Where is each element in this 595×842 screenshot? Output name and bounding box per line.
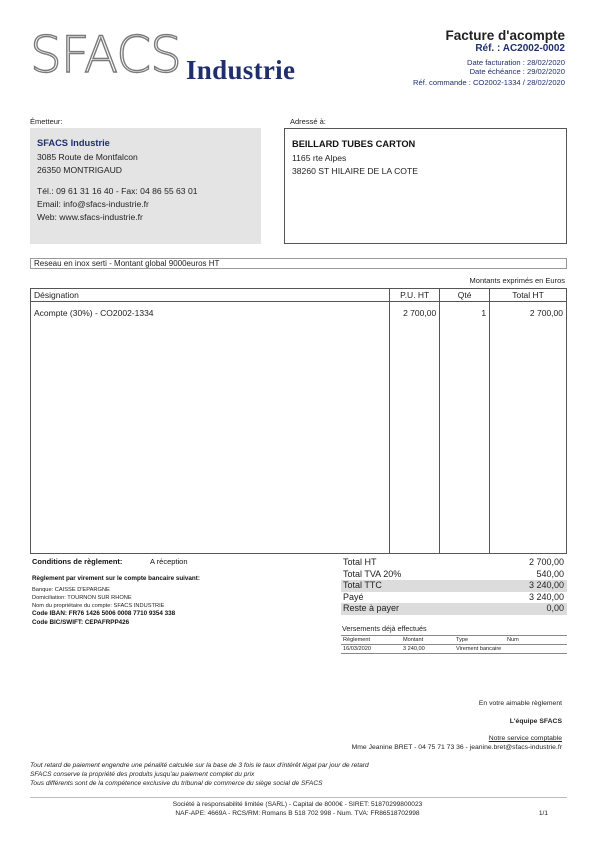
iban: Code IBAN: FR76 1426 5006 0008 7710 9354 338 <box>32 610 176 617</box>
payments-header-num: Num <box>507 637 519 643</box>
recipient-address-line2: 38260 ST HILAIRE DE LA COTE <box>292 165 418 176</box>
closing-team: L'équipe SFACS <box>509 718 562 725</box>
legal-line-3: Tous différents sont de la compétence exclusive du tribunal de commerce du siège social de SFACS <box>30 780 323 787</box>
issuer-address-line2: 26350 MONTRIGAUD <box>37 164 123 175</box>
payments-header-type: Type <box>456 637 469 643</box>
invoice-subject: Reseau en inox serti - Montant global 9000euros HT <box>30 258 567 269</box>
closing-greeting: En votre aimable règlement <box>478 700 562 707</box>
bank-domiciliation: Domiciliation: TOURNON SUR RHONE <box>32 595 132 601</box>
payment-date: 16/03/2020 <box>343 646 371 652</box>
column-header-designation: Désignation <box>31 289 390 302</box>
total-ttc-label: Total TTC <box>343 580 382 590</box>
payments-header-amount: Montant <box>403 637 424 643</box>
recipient-name: BEILLARD TUBES CARTON <box>292 139 416 149</box>
total-ht-label: Total HT <box>343 557 377 567</box>
recipient-box <box>284 128 567 244</box>
payment-conditions-label: Conditions de règlement: <box>32 557 123 566</box>
payments-made-title: Versements déjà effectués <box>342 624 427 633</box>
issuer-email: Email: info@sfacs-industrie.fr <box>37 199 149 210</box>
column-header-unit-price: P.U. HT <box>390 289 440 302</box>
footer-registration: NAF-APE: 4669A - RCS/RM: Romans B 518 702 998 - Num. TVA: FR86518702998 <box>175 810 420 817</box>
recipient-address-line1: 1165 rte Alpes <box>292 152 347 163</box>
bic-swift: Code BIC/SWIFT: CEPAFRPP426 <box>32 619 130 626</box>
item-designation: Acompte (30%) - CO2002-1334 <box>31 302 390 554</box>
total-tva-value: 540,00 <box>536 568 564 579</box>
issuer-website: Web: www.sfacs-industrie.fr <box>37 211 143 222</box>
table-row <box>31 302 567 554</box>
due-date: Date échéance : 29/02/2020 <box>469 67 565 76</box>
table-row <box>341 645 567 654</box>
page-number: 1/1 <box>538 810 548 817</box>
recipient-label: Adressé à: <box>290 117 326 126</box>
bank-transfer-title: Règlement par virement sur le compte bancaire suivant: <box>32 575 200 582</box>
paid-label: Payé <box>343 591 364 602</box>
payments-header-date: Règlement <box>343 637 371 643</box>
invoice-reference: Réf. : AC2002-0002 <box>475 43 565 54</box>
payments-made-header <box>341 635 567 645</box>
legal-line-1: Tout retard de paiement engendre une pénalité calculée sur la base de 3 fois le taux d'intérêt légal par jour de retard <box>30 762 369 769</box>
column-header-total: Total HT <box>490 289 567 302</box>
column-header-qty: Qté <box>440 289 490 302</box>
footer-company-info: Société à responsabilité limitée (SARL) - Capital de 8000€ - SIRET: 51870299800023 <box>172 801 423 808</box>
total-ttc-row <box>341 580 567 592</box>
order-reference: Réf. commande : CO2002-1334 / 28/02/2020 <box>413 78 565 87</box>
paid-row <box>341 592 567 604</box>
total-ttc-value: 3 240,00 <box>528 580 564 590</box>
closing-service: Notre service comptable <box>488 735 562 742</box>
items-table <box>30 288 567 554</box>
remaining-value: 0,00 <box>546 603 564 613</box>
remaining-label: Reste à payer <box>343 603 400 613</box>
total-tva-label: Total TVA 20% <box>343 568 402 579</box>
document-title: Facture d'acompte <box>445 28 565 43</box>
total-ht-value: 2 700,00 <box>528 557 564 567</box>
payment-type: Virement bancaire <box>456 646 502 652</box>
issuer-box <box>30 128 261 244</box>
company-logo: SFACS <box>30 26 181 84</box>
issuer-name: SFACS Industrie <box>37 138 110 148</box>
payments-made-table <box>341 635 567 654</box>
payment-amount: 3 240,00 <box>403 646 425 652</box>
item-qty: 1 <box>440 302 490 554</box>
company-logo-suffix: Industrie <box>186 55 296 85</box>
paid-value: 3 240,00 <box>528 591 564 602</box>
payment-conditions-value: A réception <box>150 557 188 566</box>
invoice-date: Date facturation : 28/02/2020 <box>467 58 565 67</box>
issuer-address-line1: 3085 Route de Montfalcon <box>37 151 138 162</box>
closing-contact: Mme Jeanine BRET - 04 75 71 73 36 - jeanine.bret@sfacs-industrie.fr <box>351 744 562 751</box>
item-unit-price: 2 700,00 <box>390 302 440 554</box>
footer-divider <box>30 797 567 798</box>
total-ht-row <box>341 557 567 569</box>
account-owner: Nom du propriétaire du compte: SFACS INDUSTRIE <box>32 603 165 609</box>
bank-name: Banque: CAISSE D'EPARGNE <box>32 587 110 593</box>
issuer-phone: Tél.: 09 61 31 16 40 - Fax: 04 86 55 63 01 <box>37 186 198 197</box>
issuer-label: Émetteur: <box>30 117 63 126</box>
legal-line-2: SFACS conserve la propriété des produits jusqu'au paiement complet du prix <box>30 771 255 778</box>
currency-note: Montants exprimés en Euros <box>469 276 565 285</box>
item-total: 2 700,00 <box>490 302 567 554</box>
remaining-row <box>341 603 567 615</box>
total-tva-row <box>341 569 567 581</box>
